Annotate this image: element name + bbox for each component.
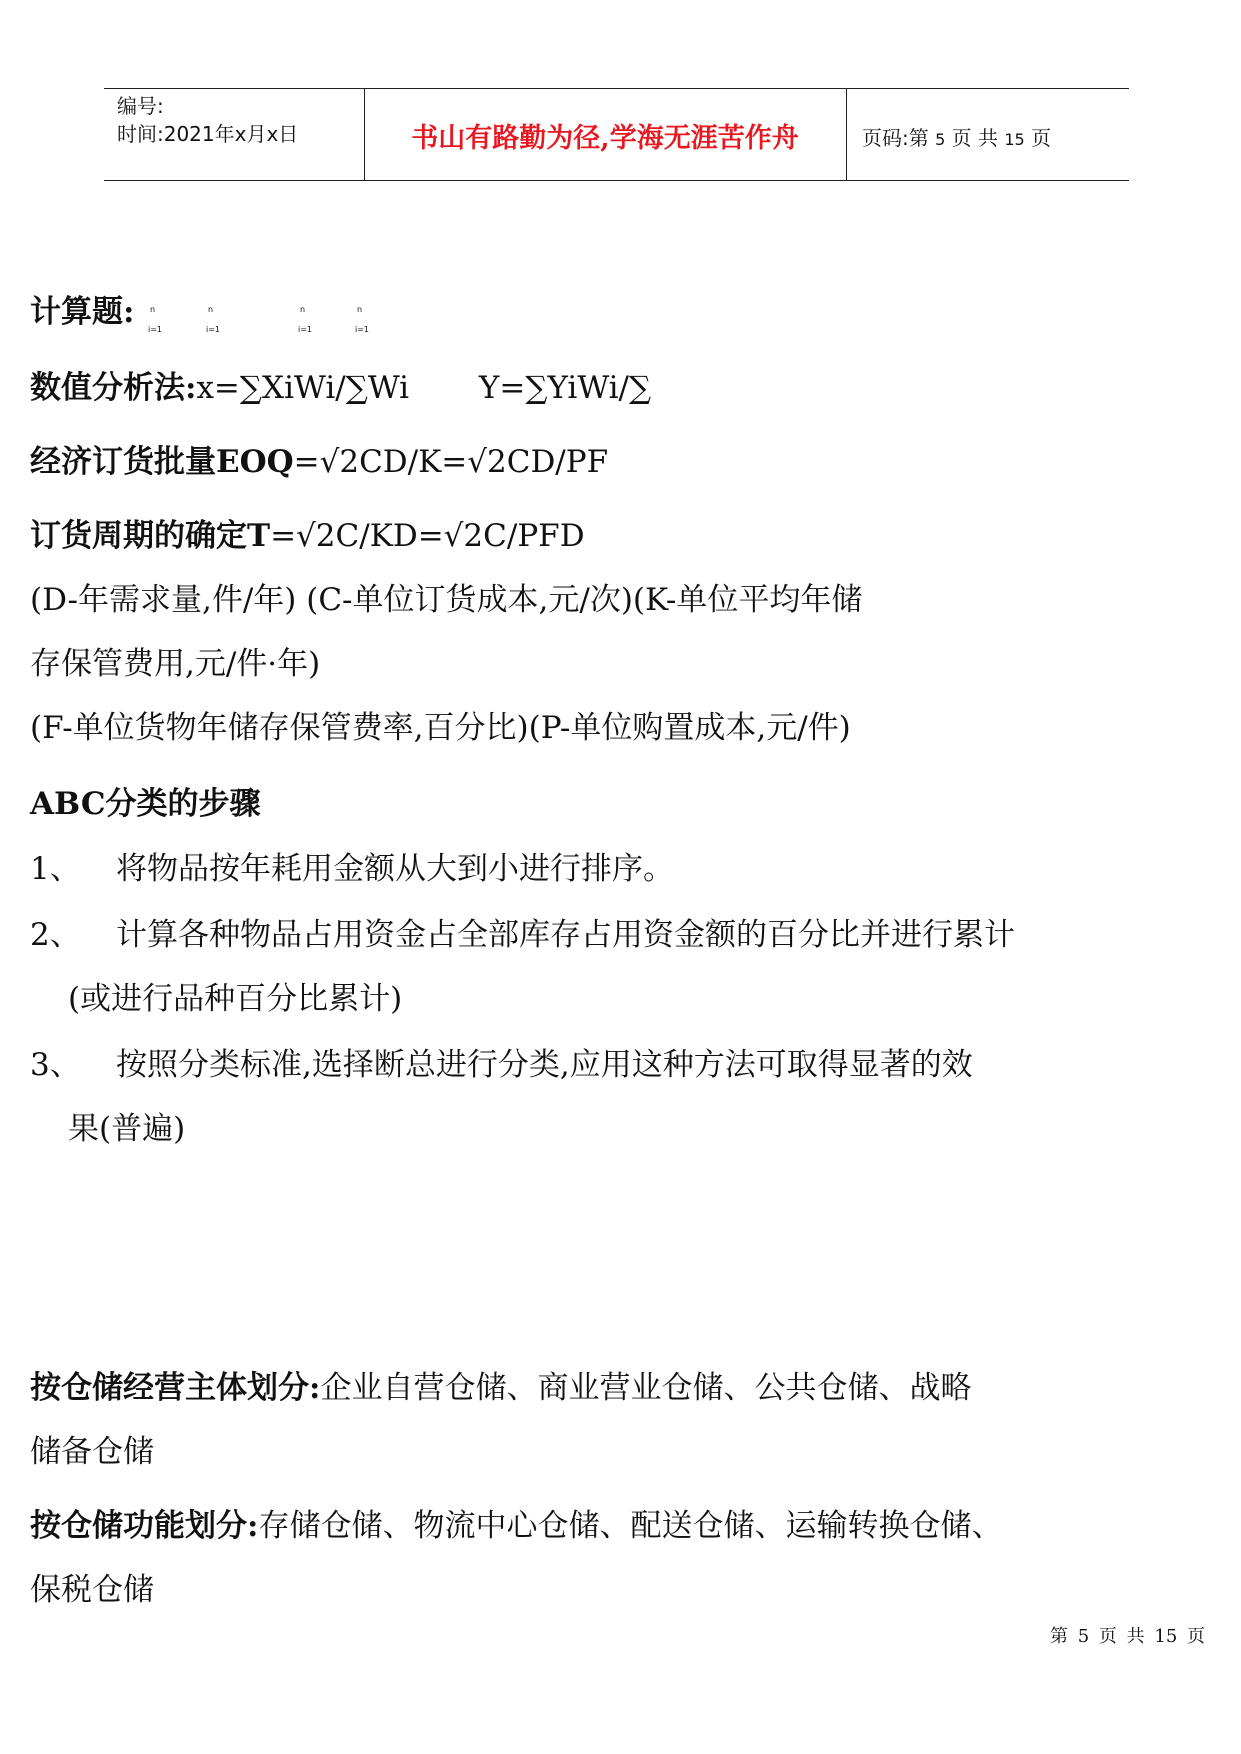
subject-classification-text: 企业自营仓储、商业营业仓储、公共仓储、战略 — [320, 1370, 972, 1406]
abc-step-2-num: 2、 — [30, 917, 81, 953]
sum-limit-lower-3: i=1 — [298, 325, 313, 334]
header-page-mid: 页 共 — [951, 126, 999, 150]
sum-limit-upper-1: n — [150, 305, 156, 314]
sum-limit-lower-2: i=1 — [206, 325, 221, 334]
function-classification-label: 按仓储功能划分: — [30, 1508, 259, 1544]
function-classification-line — [30, 1500, 1002, 1545]
eoq-line — [30, 436, 608, 481]
order-period-line — [30, 510, 585, 555]
sum-limit-lower-4: i=1 — [355, 325, 370, 334]
abc-step-2 — [30, 909, 1015, 954]
eoq-formula: =√2CD/K=√2CD/PF — [293, 444, 609, 480]
sum-limit-upper-3: n — [300, 305, 306, 314]
variables-line-3: (F-单位货物年储存保管费率,百分比)(P-单位购置成本,元/件) — [30, 710, 851, 746]
order-period-formula: =√2C/KD=√2C/PFD — [270, 518, 585, 554]
subject-classification-continuation: 储备仓储 — [30, 1434, 154, 1470]
abc-step-1-num: 1、 — [30, 851, 81, 887]
order-period-label: 订货周期的确定T — [30, 518, 271, 554]
numeric-analysis-label: 数值分析法: — [30, 370, 197, 406]
header-meta — [117, 92, 298, 148]
variables-line-1: (D-年需求量,件/年) (C-单位订货成本,元/次)(K-单位平均年储 — [30, 582, 863, 618]
abc-step-1-text: 将物品按年耗用金额从大到小进行排序。 — [116, 851, 674, 887]
header-top-rule — [104, 88, 1129, 89]
footer-page-number: 第 5 页 共 15 页 — [1050, 1626, 1205, 1647]
abc-step-1 — [30, 843, 674, 888]
abc-step-3-continuation: 果(普遍) — [68, 1111, 186, 1147]
header-time-label: 时间:2021年x月x日 — [117, 122, 299, 146]
header-number-label: 编号: — [117, 94, 164, 118]
abc-step-3-text: 按照分类标准,选择断总进行分类,应用这种方法可取得显著的效 — [116, 1047, 973, 1083]
subject-classification-line — [30, 1362, 971, 1407]
header-page-indicator — [862, 122, 1051, 151]
sum-limit-upper-4: n — [357, 305, 363, 314]
header-page-total: 15 — [1004, 130, 1025, 149]
abc-step-3-num: 3、 — [30, 1047, 81, 1083]
header-divider-right — [846, 88, 847, 181]
variables-line-2: 存保管费用,元/件·年) — [30, 646, 321, 682]
abc-step-2-continuation: (或进行品种百分比累计) — [68, 981, 403, 1017]
abc-title: ABC分类的步骤 — [30, 786, 261, 822]
abc-step-3 — [30, 1039, 973, 1084]
abc-step-2-text: 计算各种物品占用资金占全部库存占用资金额的百分比并进行累计 — [116, 917, 1015, 953]
header-page-current: 5 — [935, 130, 946, 149]
eoq-label: 经济订货批量EOQ — [30, 444, 294, 480]
function-classification-continuation: 保税仓储 — [30, 1572, 154, 1608]
numeric-analysis-line — [30, 362, 651, 407]
header-motto: 书山有路勤为径,学海无涯苦作舟 — [411, 123, 799, 154]
calc-title: 计算题: — [30, 294, 135, 330]
header-bottom-rule — [104, 180, 1129, 181]
header-page-prefix: 页码:第 — [862, 126, 929, 150]
header-page-suffix: 页 — [1031, 126, 1052, 150]
sum-limit-lower-1: i=1 — [148, 325, 163, 334]
subject-classification-label: 按仓储经营主体划分: — [30, 1370, 321, 1406]
numeric-analysis-formula: x=∑XiWi/∑Wi Y=∑YiWi/∑ — [196, 370, 652, 406]
function-classification-text: 存储仓储、物流中心仓储、配送仓储、运输转换仓储、 — [258, 1508, 1003, 1544]
sum-limit-upper-2: n — [208, 305, 214, 314]
